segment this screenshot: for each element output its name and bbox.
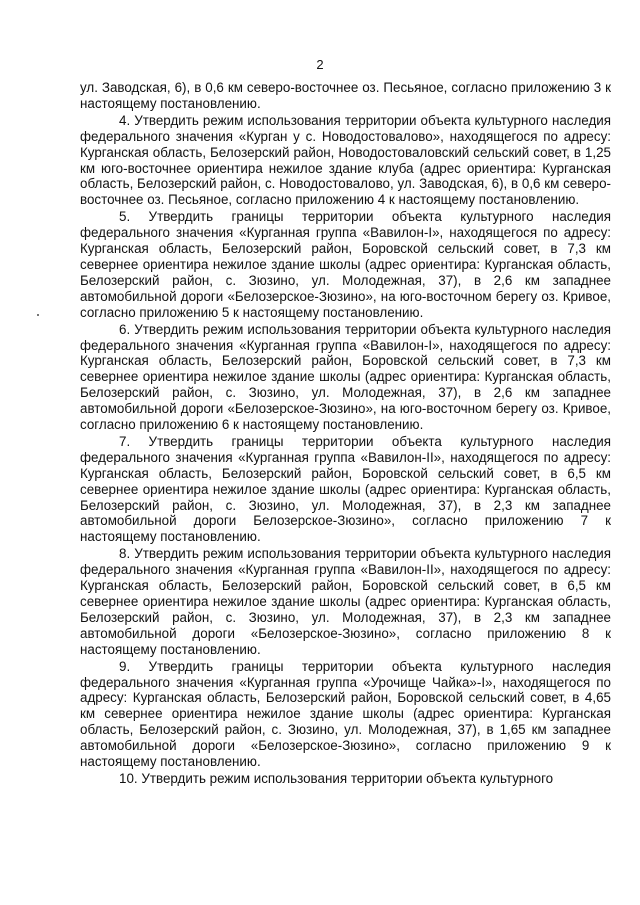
document-body	[80, 80, 611, 788]
paragraph-item-10: 10. Утвердить режим использования территории объекта культурного	[119, 770, 554, 786]
paragraph-item-5: 5. Утвердить границы территории объекта культурного наследия федерального значения «Курганная группа «Вавилон-I», находящегося по адресу: Курганская область, Белозерский район, Боровской сельский совет, в 7,3 км севернее ориентира нежилое здание школы (адрес ориентира: Курганская область, Белозерский район, с. Зюзино, ул. Молодежная, 37), в 2,6 км западнее автомобильной дороги «Белозерское-Зюзино», на юго-восточном берегу оз. Кривое, согласно приложению 5 к настоящему постановлению.	[80, 209, 611, 320]
paragraph-item-6: 6. Утвердить режим использования территории объекта культурного наследия федерального значения «Курганная группа «Вавилон-I», находящегося по адресу: Курганская область, Белозерский район, Боровской сельский совет, в 7,3 км севернее ориентира нежилое здание школы (адрес ориентира: Курганская область, Белозерский район, с. Зюзино, ул. Молодежная, 37), в 2,6 км западнее автомобильной дороги «Белозерское-Зюзино», на юго-восточном берегу оз. Кривое, согласно приложению 6 к настоящему постановлению.	[80, 321, 611, 433]
paragraph-continuation: ул. Заводская, 6), в 0,6 км северо-восточнее оз. Песьяное, согласно приложению 3 к настоящему постановлению.	[80, 80, 611, 111]
margin-mark	[37, 314, 39, 316]
paragraph-item-4: 4. Утвердить режим использования территории объекта культурного наследия федерального значения «Курган у с. Новодостовалово», находящегося по адресу: Курганская область, Белозерский район, Новодостоваловский сельский совет, в 1,25 км юго-восточнее ориентира нежилое здание клуба (адрес ориентира: Курганская область, Белозерский район, с. Новодостовалово, ул. Заводская, 6), в 0,6 км северо-восточнее оз. Песьяное, согласно приложению 4 к настоящему постановлению.	[80, 112, 611, 208]
page-number: 2	[316, 57, 324, 72]
paragraph-item-9: 9. Утвердить границы территории объекта культурного наследия федерального значения «Курганная группа «Урочище Чайка»-I», находящегося по адресу: Курганская область, Белозерский район, Боровской сельский совет, в 4,65 км севернее ориентира нежилое здание школы (адрес ориентира: Курганская область, Белозерский район, с. Зюзино, ул. Молодежная, 37), в 1,65 км западнее автомобильной дороги «Белозерское-Зюзино», согласно приложению 9 к настоящему постановлению.	[80, 658, 611, 770]
paragraph-item-7: 7. Утвердить границы территории объекта культурного наследия федерального значения «Курганная группа «Вавилон-II», находящегося по адресу: Курганская область, Белозерский район, Боровской сельский совет, в 6,5 км севернее ориентира нежилое здание школы (адрес ориентира: Курганская область, Белозерский район, с. Зюзино, ул. Молодежная, 37), в 2,3 км западнее автомобильной дороги Белозерское-Зюзино», согласно приложению 7 к настоящему постановлению.	[80, 433, 611, 545]
paragraph-item-8: 8. Утвердить режим использования территории объекта культурного наследия федерального значения «Курганная группа «Вавилон-II», находящегося по адресу: Курганская область, Белозерский район, Боровской сельский совет, в 6,5 км севернее ориентира нежилое здание школы (адрес ориентира: Курганская область, Белозерский район, с. Зюзино, ул. Молодежная, 37), в 2,3 км западнее автомобильной дороги «Белозерское-Зюзино», согласно приложению 8 к настоящему постановлению.	[80, 546, 611, 657]
